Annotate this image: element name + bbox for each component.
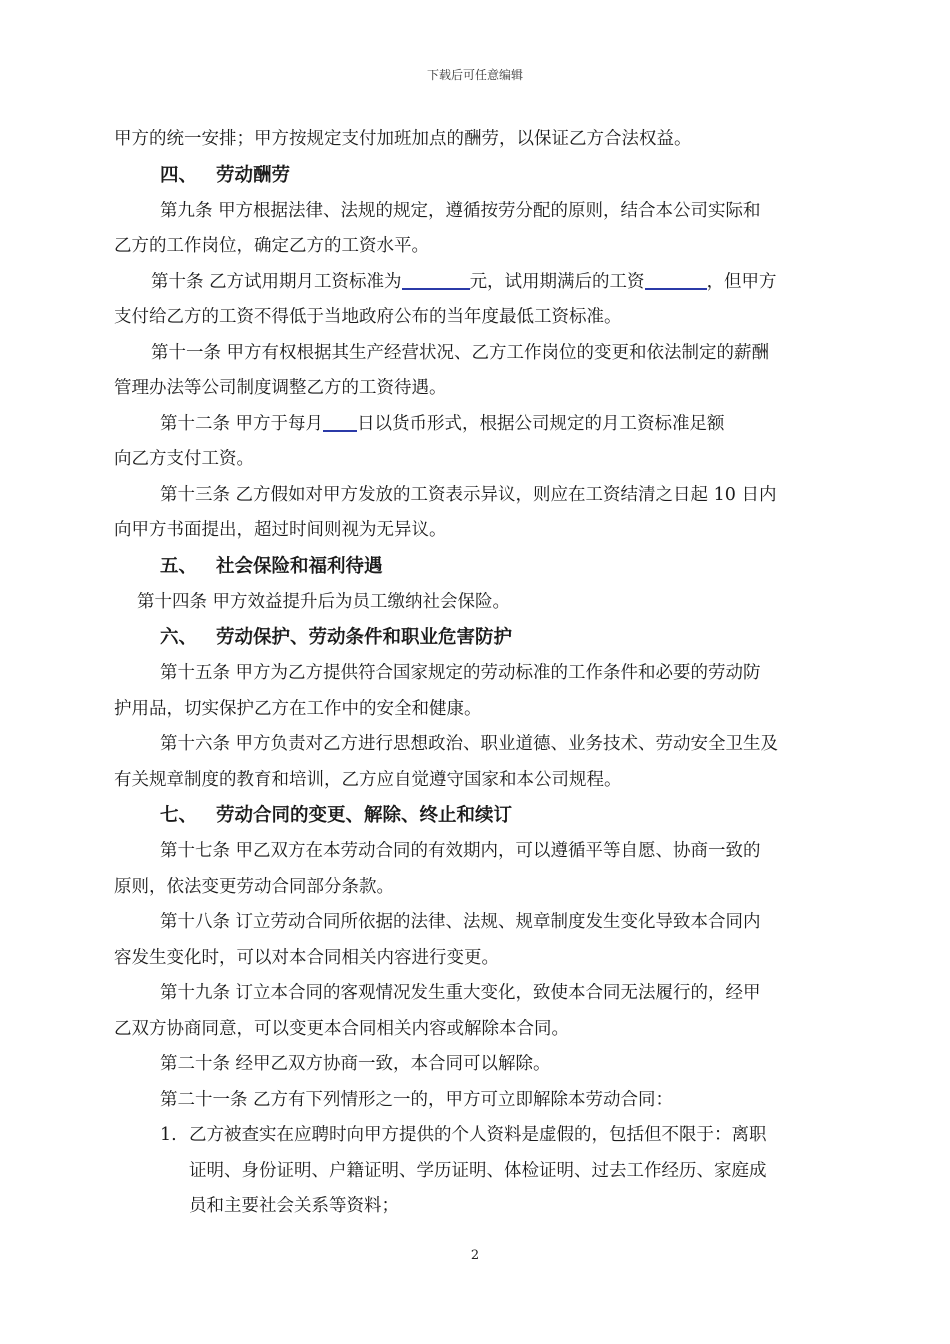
article-9-line-1: 第九条 甲方根据法律、法规的规定，遵循按劳分配的原则，结合本公司实际和 xyxy=(160,200,761,221)
salary-blank-probation xyxy=(402,269,470,289)
section-heading-6 xyxy=(114,620,839,656)
article-20-line: 第二十条 经甲乙双方协商一致，本合同可以解除。 xyxy=(160,1054,551,1074)
section-heading-5 xyxy=(114,549,839,585)
article-10-line-1 xyxy=(114,265,839,301)
article-10-text-b: 元，试用期满后的工资 xyxy=(469,271,645,292)
document-body xyxy=(114,122,839,1225)
article-16-line-1: 第十六条 甲方负责对乙方进行思想政治、职业道德、业务技术、劳动安全卫生及 xyxy=(160,734,779,754)
list-item-1-line-1 xyxy=(114,1118,839,1154)
article-12-line-1 xyxy=(114,407,839,443)
article-10-text-c: ，但甲方 xyxy=(706,271,777,292)
section-number: 七、 xyxy=(160,805,198,826)
article-14-line: 第十四条 甲方效益提升后为员工缴纳社会保险。 xyxy=(137,591,511,612)
article-13-line-2: 向甲方书面提出，超过时间则视为无异议。 xyxy=(114,520,447,540)
section-number: 五、 xyxy=(160,555,198,577)
salary-blank-regular xyxy=(645,269,707,289)
article-11-line-2: 管理办法等公司制度调整乙方的工资待遇。 xyxy=(114,378,447,398)
article-16-line-2: 有关规章制度的教育和培训，乙方应自觉遵守国家和本公司规程。 xyxy=(114,769,622,790)
article-18-line-2: 容发生变化时，可以对本合同相关内容进行变更。 xyxy=(114,947,499,968)
article-19-line-2: 乙双方协商同意，可以变更本合同相关内容或解除本合同。 xyxy=(114,1018,569,1039)
section-title: 劳动酬劳 xyxy=(216,164,291,186)
section-title: 劳动合同的变更、解除、终止和续订 xyxy=(216,805,513,826)
article-12-text-b: 日以货币形式，根据公司规定的月工资标准足额 xyxy=(357,413,725,434)
paragraph-line: 甲方的统一安排；甲方按规定支付加班加点的酬劳，以保证乙方合法权益。 xyxy=(114,129,692,149)
list-item-number: 1. xyxy=(160,1125,177,1145)
section-title: 劳动保护、劳动条件和职业危害防护 xyxy=(216,627,513,648)
section-number: 四、 xyxy=(160,164,198,186)
article-12-line-2: 向乙方支付工资。 xyxy=(114,449,254,469)
article-13-line-1: 第十三条 乙方假如对甲方发放的工资表示异议，则应在工资结清之日起 10 日内 xyxy=(160,484,777,505)
section-number: 六、 xyxy=(160,627,198,648)
article-9-line-2: 乙方的工作岗位，确定乙方的工资水平。 xyxy=(114,236,429,256)
page-number: 2 xyxy=(470,1248,480,1263)
payday-blank xyxy=(323,411,357,431)
article-15-line-1: 第十五条 甲方为乙方提供符合国家规定的劳动标准的工作条件和必要的劳动防 xyxy=(160,663,761,683)
list-item-1-line-3: 员和主要社会关系等资料； xyxy=(189,1196,399,1216)
section-heading-7 xyxy=(114,798,839,834)
article-11-line-1: 第十一条 甲方有权根据其生产经营状况、乙方工作岗位的变更和依法制定的薪酬 xyxy=(151,342,770,363)
article-10-text-a: 第十条 乙方试用期月工资标准为 xyxy=(151,271,402,292)
article-15-line-2: 护用品，切实保护乙方在工作中的安全和健康。 xyxy=(114,698,482,719)
list-item-text: 乙方被查实在应聘时向甲方提供的个人资料是虚假的，包括但不限于：离职 xyxy=(189,1125,767,1145)
article-12-text-a: 第十二条 甲方于每月 xyxy=(160,413,324,434)
section-heading-4 xyxy=(114,158,839,194)
article-21-line: 第二十一条 乙方有下列情形之一的，甲方可立即解除本劳动合同： xyxy=(160,1089,674,1110)
article-17-line-1: 第十七条 甲乙双方在本劳动合同的有效期内，可以遵循平等自愿、协商一致的 xyxy=(160,841,761,861)
article-17-line-2: 原则，依法变更劳动合同部分条款。 xyxy=(114,876,394,897)
section-title: 社会保险和福利待遇 xyxy=(216,555,383,577)
article-10-line-2: 支付给乙方的工资不得低于当地政府公布的当年度最低工资标准。 xyxy=(114,307,622,327)
page-header: 下载后可任意编辑 xyxy=(426,68,523,82)
list-item-1-line-2: 证明、身份证明、户籍证明、学历证明、体检证明、过去工作经历、家庭成 xyxy=(189,1160,767,1181)
article-18-line-1: 第十八条 订立劳动合同所依据的法律、法规、规章制度发生变化导致本合同内 xyxy=(160,912,761,932)
article-19-line-1: 第十九条 订立本合同的客观情况发生重大变化，致使本合同无法履行的，经甲 xyxy=(160,983,761,1003)
